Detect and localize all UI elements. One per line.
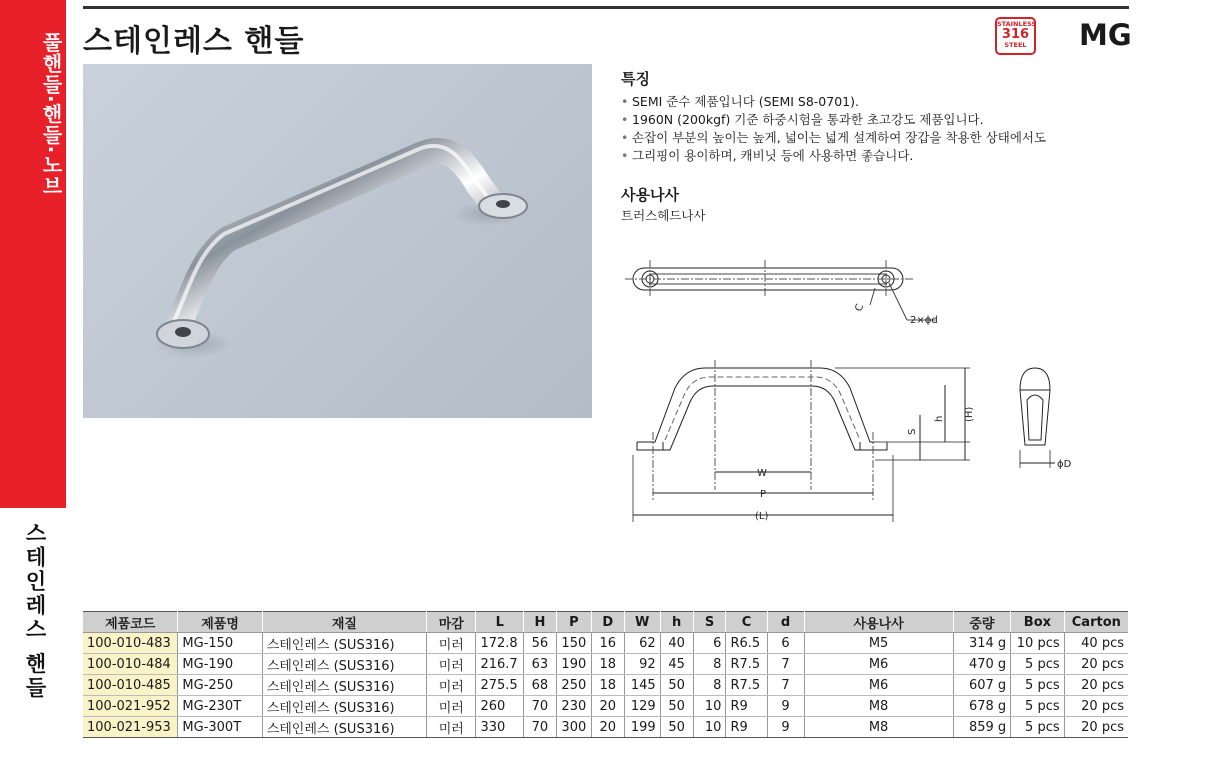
section-label: 스테인레스 핸들 [23, 522, 47, 701]
col-d-big: D [591, 612, 624, 633]
col-carton: Carton [1064, 612, 1128, 633]
table-cell: 6 [767, 633, 804, 654]
table-cell: 7 [767, 675, 804, 696]
table-row [83, 654, 1128, 675]
table-cell: 62 [624, 633, 660, 654]
table-cell: 100-010-485 [83, 675, 178, 696]
table-cell: 92 [624, 654, 660, 675]
category-tab-label: 풀핸들·핸들·노브 [39, 32, 63, 197]
table-cell: 미러 [427, 675, 476, 696]
table-cell: MG-150 [178, 633, 262, 654]
badge-line3: STEEL [1004, 41, 1027, 49]
label-p: P [760, 489, 767, 500]
screw-heading: 사용나사 [621, 186, 679, 204]
table-cell: 스테인레스 (SUS316) [262, 696, 426, 717]
screw-value: 트러스헤드나사 [621, 208, 706, 223]
table-header-row [83, 612, 1128, 633]
features-section [621, 68, 1121, 165]
stainless-316-badge [995, 17, 1036, 55]
model-code: MG [1079, 18, 1132, 52]
product-photo [83, 64, 592, 418]
label-w: W [757, 468, 767, 479]
table-cell: M8 [804, 717, 953, 738]
col-l: L [476, 612, 524, 633]
table-cell: 70 [523, 696, 556, 717]
table-row [83, 717, 1128, 738]
table-cell: 8 [693, 654, 726, 675]
table-cell: 172.8 [476, 633, 524, 654]
table-cell: 5 pcs [1011, 717, 1064, 738]
table-cell: 10 pcs [1011, 633, 1064, 654]
features-heading: 특징 [621, 70, 650, 88]
top-rule [83, 6, 1129, 9]
table-cell: 5 pcs [1011, 675, 1064, 696]
table-cell: MG-230T [178, 696, 262, 717]
label-h: h [934, 415, 945, 422]
handle-image [83, 64, 592, 418]
table-cell: 859 g [953, 717, 1011, 738]
table-cell: 20 pcs [1064, 654, 1128, 675]
table-cell: 68 [523, 675, 556, 696]
table-cell: 300 [556, 717, 591, 738]
table-cell: 50 [660, 717, 693, 738]
table-cell: M5 [804, 633, 953, 654]
table-cell: R9 [726, 696, 767, 717]
col-box: Box [1011, 612, 1064, 633]
col-p: P [556, 612, 591, 633]
top-view [625, 260, 935, 320]
table-cell: 미러 [427, 654, 476, 675]
table-cell: 18 [591, 654, 624, 675]
col-code: 제품코드 [83, 612, 178, 633]
table-cell: 5 pcs [1011, 696, 1064, 717]
col-h: H [523, 612, 556, 633]
side-view [1020, 368, 1055, 468]
table-cell: 230 [556, 696, 591, 717]
label-h-paren: (H) [964, 406, 975, 422]
col-w: W [624, 612, 660, 633]
table-cell: 6 [693, 633, 726, 654]
label-c: C [853, 302, 867, 314]
table-cell: 190 [556, 654, 591, 675]
table-cell: 100-010-484 [83, 654, 178, 675]
table-cell: 미러 [427, 717, 476, 738]
table-cell: R7.5 [726, 654, 767, 675]
table-cell: 10 [693, 717, 726, 738]
table-cell: M6 [804, 654, 953, 675]
col-finish: 마감 [427, 612, 476, 633]
feature-item: • 손잡이 부분의 높이는 높게, 넓이는 넓게 설계하여 장갑을 착용한 상태에서도 [621, 129, 1121, 147]
table-cell: 40 pcs [1064, 633, 1128, 654]
col-s: S [693, 612, 726, 633]
label-d: ϕD [1057, 459, 1072, 470]
table-cell: MG-300T [178, 717, 262, 738]
dimension-drawing [615, 250, 1115, 530]
table-cell: 678 g [953, 696, 1011, 717]
table-cell: R7.5 [726, 675, 767, 696]
table-cell: MG-190 [178, 654, 262, 675]
table-cell: 20 pcs [1064, 717, 1128, 738]
table-cell: 20 [591, 717, 624, 738]
table-cell: 10 [693, 696, 726, 717]
table-cell: 63 [523, 654, 556, 675]
table-cell: 216.7 [476, 654, 524, 675]
table-cell: R6.5 [726, 633, 767, 654]
table-cell: 16 [591, 633, 624, 654]
badge-line2: 316 [1001, 27, 1030, 42]
table-cell: 100-021-953 [83, 717, 178, 738]
table-row [83, 675, 1128, 696]
table-cell: 50 [660, 696, 693, 717]
table-cell: 9 [767, 717, 804, 738]
table-row [83, 696, 1128, 717]
col-d-small: d [767, 612, 804, 633]
table-cell: 275.5 [476, 675, 524, 696]
table-cell: 314 g [953, 633, 1011, 654]
col-material: 재질 [262, 612, 426, 633]
table-cell: 40 [660, 633, 693, 654]
table-cell: R9 [726, 717, 767, 738]
table-cell: 100-021-952 [83, 696, 178, 717]
col-weight: 중량 [953, 612, 1011, 633]
feature-item: • 1960N (200kgf) 기준 하중시험을 통과한 초고강도 제품입니다. [621, 111, 1121, 129]
table-cell: 330 [476, 717, 524, 738]
table-cell: 9 [767, 696, 804, 717]
table-cell: M6 [804, 675, 953, 696]
table-cell: 129 [624, 696, 660, 717]
table-cell: 250 [556, 675, 591, 696]
table-cell: 607 g [953, 675, 1011, 696]
table-cell: 100-010-483 [83, 633, 178, 654]
table-cell: 20 [591, 696, 624, 717]
badge-line1: STAINLESS [997, 20, 1037, 28]
table-cell: 미러 [427, 696, 476, 717]
table-cell: 7 [767, 654, 804, 675]
table-cell: 260 [476, 696, 524, 717]
table-cell: 미러 [427, 633, 476, 654]
table-cell: 470 g [953, 654, 1011, 675]
table-cell: MG-250 [178, 675, 262, 696]
feature-item-continued: • 그리핑이 용이하며, 캐비닛 등에 사용하면 좋습니다. [621, 147, 1121, 165]
feature-item: • SEMI 준수 제품입니다 (SEMI S8-0701). [621, 93, 1121, 111]
label-s: S [907, 428, 918, 435]
table-cell: M8 [804, 696, 953, 717]
table-cell: 18 [591, 675, 624, 696]
label-l: (L) [755, 511, 769, 522]
page-title: 스테인레스 핸들 [83, 24, 305, 59]
table-cell: 56 [523, 633, 556, 654]
table-cell: 스테인레스 (SUS316) [262, 654, 426, 675]
table-cell: 20 pcs [1064, 696, 1128, 717]
table-cell: 스테인레스 (SUS316) [262, 633, 426, 654]
col-name: 제품명 [178, 612, 262, 633]
label-holes: 2×ϕd [910, 315, 938, 326]
table-cell: 150 [556, 633, 591, 654]
table-cell: 20 pcs [1064, 675, 1128, 696]
table-cell: 50 [660, 675, 693, 696]
table-cell: 199 [624, 717, 660, 738]
table-cell: 70 [523, 717, 556, 738]
table-row [83, 633, 1128, 654]
col-c: C [726, 612, 767, 633]
table-cell: 45 [660, 654, 693, 675]
spec-table [83, 611, 1128, 738]
table-cell: 8 [693, 675, 726, 696]
front-view [633, 360, 970, 522]
col-screw: 사용나사 [804, 612, 953, 633]
table-cell: 145 [624, 675, 660, 696]
table-cell: 5 pcs [1011, 654, 1064, 675]
table-cell: 스테인레스 (SUS316) [262, 717, 426, 738]
table-cell: 스테인레스 (SUS316) [262, 675, 426, 696]
col-h-small: h [660, 612, 693, 633]
